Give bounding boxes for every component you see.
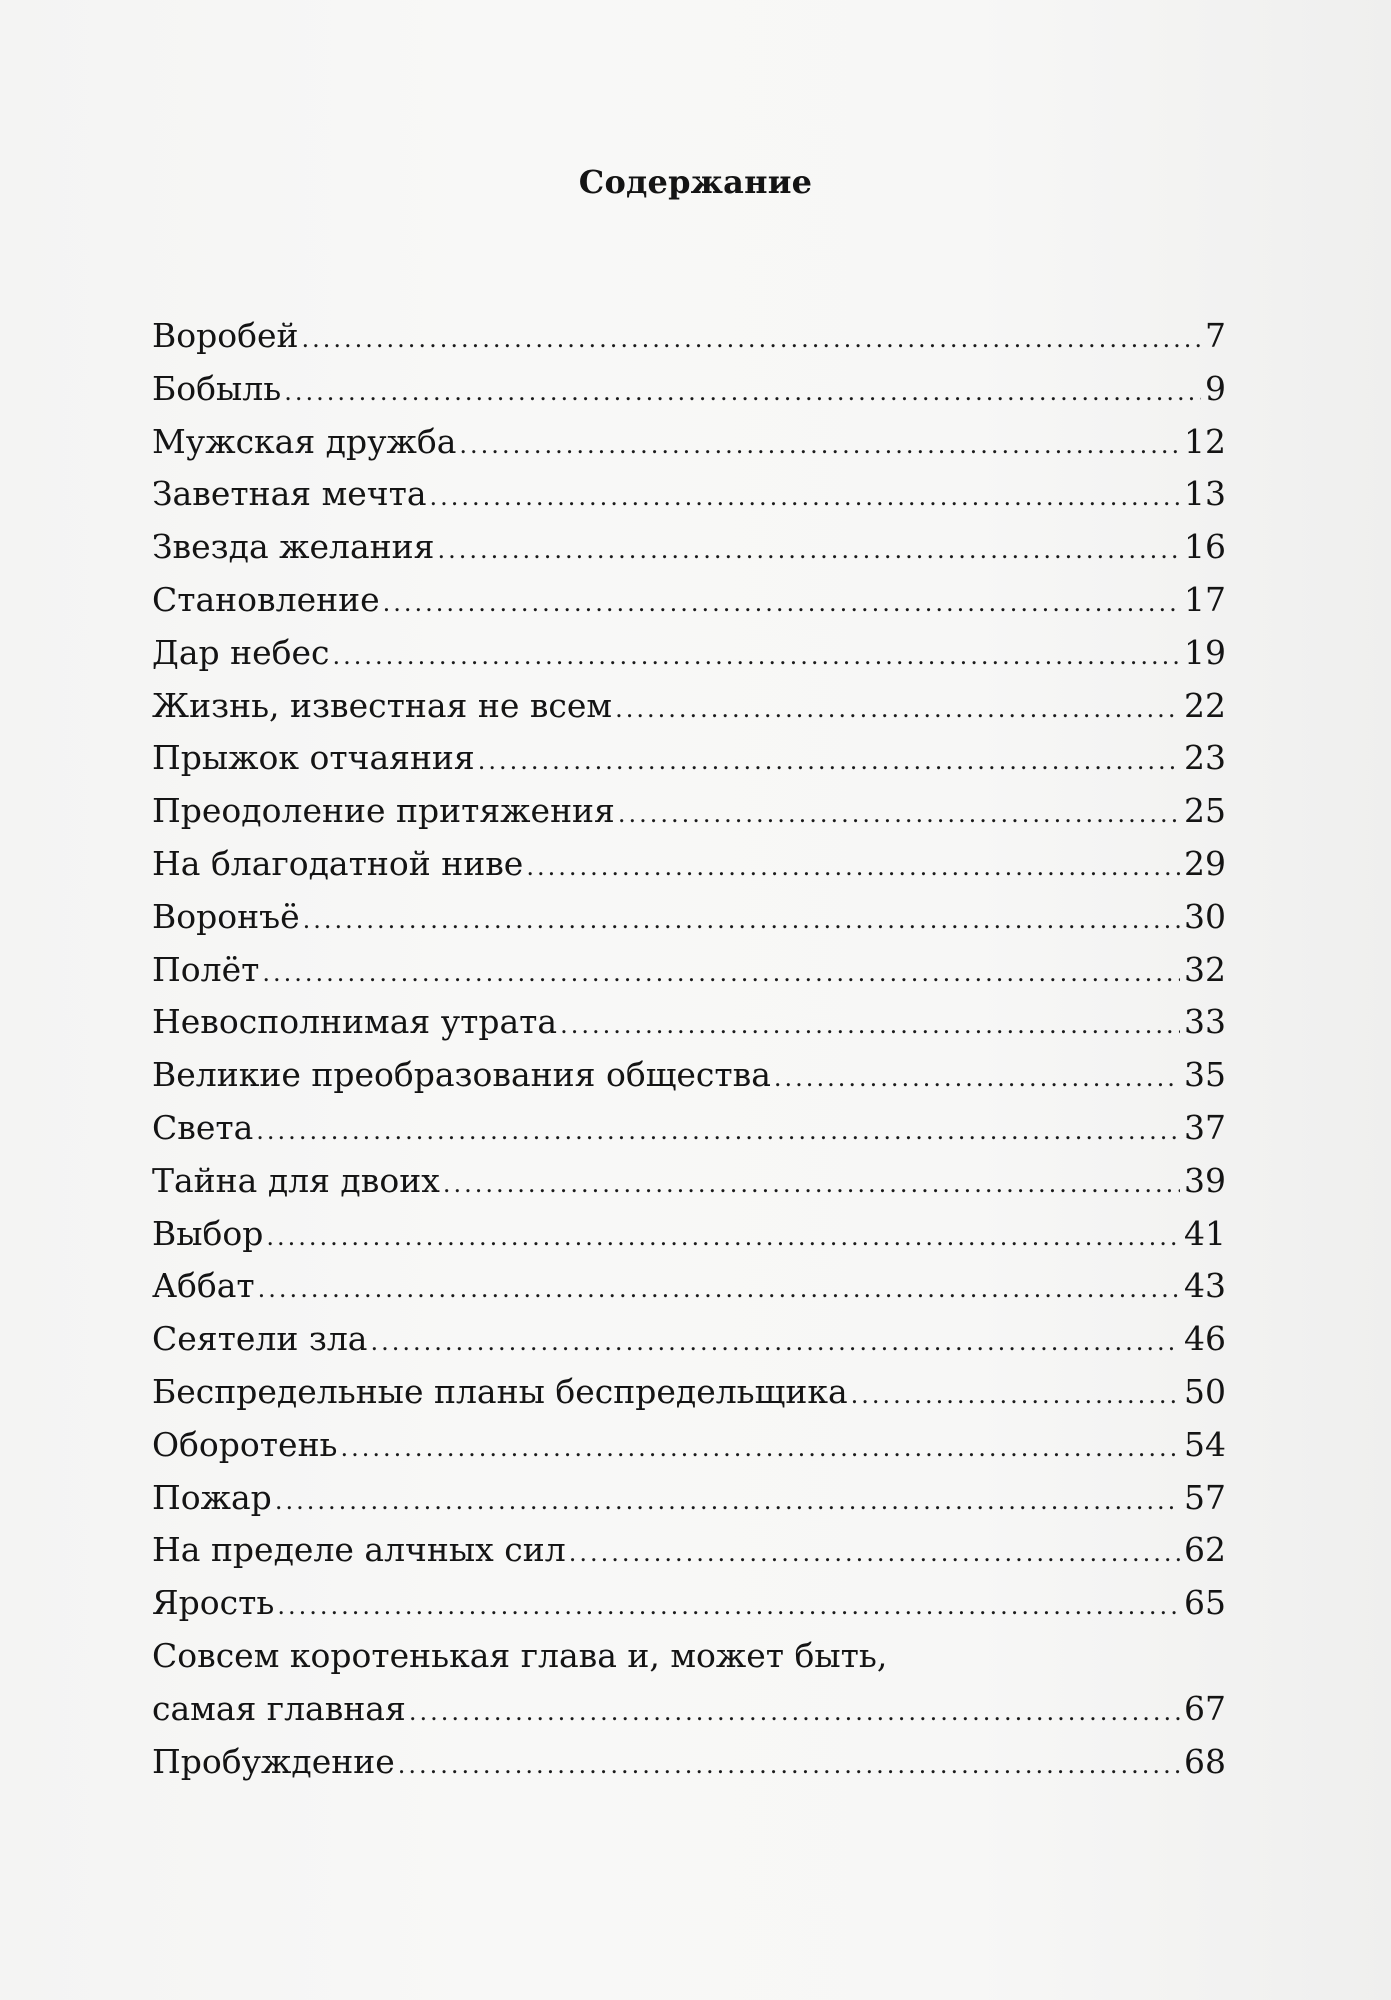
- toc-entry-title: Невосполнимая утрата: [152, 1002, 558, 1042]
- toc-entry-page: 37: [1184, 1107, 1226, 1147]
- toc-entry: [152, 785, 1226, 838]
- toc-entry-page: 57: [1184, 1477, 1226, 1517]
- toc-entry-title: Выбор: [152, 1213, 264, 1253]
- dot-leader: [266, 1211, 1180, 1264]
- toc-entry-page: 19: [1184, 632, 1226, 672]
- toc-entry-title: Ярость: [152, 1583, 275, 1623]
- toc-entry-page: 33: [1184, 1002, 1226, 1042]
- toc-entry: [152, 996, 1226, 1049]
- toc-entry-page: 39: [1184, 1160, 1226, 1200]
- toc-entry-page: 16: [1184, 527, 1226, 567]
- toc-entry-title: Дар небес: [152, 632, 330, 672]
- dot-leader: [383, 577, 1180, 630]
- toc-entry-page: 65: [1184, 1583, 1226, 1623]
- toc-entry-title: Звезда желания: [152, 527, 435, 567]
- toc-entry: [152, 944, 1226, 997]
- toc-entry: [152, 1524, 1226, 1577]
- toc-entry-title: Полёт: [152, 949, 260, 989]
- toc-entry-page: 35: [1184, 1055, 1226, 1095]
- toc-entry-title: Преодоление притяжения: [152, 791, 615, 831]
- toc-entry: [152, 1313, 1226, 1366]
- toc-entry: [152, 521, 1226, 574]
- toc-entry-page: 22: [1184, 685, 1226, 725]
- dot-leader: [437, 524, 1180, 577]
- dot-leader: [560, 999, 1180, 1052]
- toc-entry: [152, 1366, 1226, 1419]
- toc-entry-page: 46: [1184, 1319, 1226, 1359]
- toc-entry-title: Бобыль: [152, 368, 282, 408]
- toc-entry-title: Пробуждение: [152, 1741, 395, 1781]
- toc-entry: [152, 1208, 1226, 1261]
- dot-leader: [341, 1422, 1180, 1475]
- toc-entry: [152, 732, 1226, 785]
- dot-leader: [615, 683, 1180, 736]
- toc-entry: [152, 627, 1226, 680]
- dot-leader: [258, 1263, 1180, 1316]
- toc-entry-title: На пределе алчных сил: [152, 1530, 566, 1570]
- toc-entry-title: Воронъё: [152, 896, 300, 936]
- toc-entry-page: 41: [1184, 1213, 1226, 1253]
- dot-leader: [430, 471, 1180, 524]
- toc-entry: [152, 1472, 1226, 1525]
- toc-entry-title: Становление: [152, 579, 380, 619]
- dot-leader: [459, 419, 1180, 472]
- toc-entry: [152, 574, 1226, 627]
- toc-entry-title: Аббат: [152, 1266, 255, 1306]
- toc-entry-page: 30: [1184, 896, 1226, 936]
- dot-leader: [275, 1475, 1180, 1528]
- toc-entry-page: 29: [1184, 843, 1226, 883]
- dot-leader: [256, 1105, 1180, 1158]
- toc-entry: [152, 1155, 1226, 1208]
- toc-entry-title-line2: самая главная: [152, 1688, 406, 1728]
- toc-entry-title: Пожар: [152, 1477, 272, 1517]
- toc-entry: [152, 363, 1226, 416]
- toc-entry-page: 62: [1184, 1530, 1226, 1570]
- dot-leader: [478, 735, 1180, 788]
- dot-leader: [526, 841, 1180, 894]
- toc-entry-title: Заветная мечта: [152, 474, 427, 514]
- toc-entry-title-line1: Совсем коротенькая глава и, может быть,: [152, 1635, 888, 1675]
- toc-entry-title: Беспредельные планы беспредельщика: [152, 1371, 848, 1411]
- toc-entry-page: 43: [1184, 1266, 1226, 1306]
- toc-entry: [152, 838, 1226, 891]
- toc-entry-page: 32: [1184, 949, 1226, 989]
- toc-entry: [152, 1630, 1226, 1736]
- toc-entry-page: 9: [1205, 368, 1226, 408]
- toc-entry-title: Сеятели зла: [152, 1319, 368, 1359]
- toc-entry-page: 7: [1205, 316, 1226, 355]
- toc-entry-page: 23: [1184, 738, 1226, 778]
- toc-entry: [152, 1102, 1226, 1155]
- toc-entry-line: [152, 1630, 1226, 1683]
- dot-leader: [333, 630, 1180, 683]
- toc-entry-title: Тайна для двоих: [152, 1160, 440, 1200]
- toc-entry-title: Света: [152, 1107, 254, 1147]
- toc-entry-page: 17: [1184, 579, 1226, 619]
- toc-entry: [152, 1577, 1226, 1630]
- toc-entry-page: 13: [1184, 474, 1226, 514]
- toc-entry-line: [152, 1683, 1226, 1736]
- dot-leader: [618, 788, 1180, 841]
- toc-entry: [152, 310, 1226, 363]
- toc-entry: [152, 468, 1226, 521]
- toc-entry-title: На благодатной ниве: [152, 843, 524, 883]
- toc-entry: [152, 1260, 1226, 1313]
- dot-leader: [284, 366, 1201, 419]
- toc-entry-page: 68: [1184, 1741, 1226, 1781]
- dot-leader: [443, 1158, 1180, 1211]
- dot-leader: [303, 894, 1180, 947]
- toc-entry-title: Оборотень: [152, 1424, 338, 1464]
- dot-leader: [302, 313, 1201, 366]
- toc-entry-page: 50: [1184, 1371, 1226, 1411]
- toc-entry-title: Воробей: [152, 316, 299, 355]
- dot-leader: [774, 1052, 1180, 1105]
- dot-leader: [370, 1316, 1180, 1369]
- toc-entry-page: 12: [1184, 421, 1226, 461]
- dot-leader: [409, 1686, 1180, 1739]
- toc-entry: [152, 680, 1226, 733]
- page-title: Содержание: [578, 163, 813, 201]
- dot-leader: [262, 947, 1180, 1000]
- toc-entry: [152, 1736, 1226, 1789]
- toc-entry: [152, 416, 1226, 469]
- toc-entry: [152, 891, 1226, 944]
- toc-entry-title: Великие преобразования общества: [152, 1055, 771, 1095]
- dot-leader: [398, 1739, 1180, 1792]
- toc-entry: [152, 1419, 1226, 1472]
- toc-list: [152, 310, 1226, 1788]
- toc-entry-page: 25: [1184, 791, 1226, 831]
- dot-leader: [277, 1580, 1180, 1633]
- toc-entry-page: 54: [1184, 1424, 1226, 1464]
- toc-entry-title: Жизнь, известная не всем: [152, 685, 613, 725]
- toc-entry-title: Прыжок отчаяния: [152, 738, 475, 778]
- dot-leader: [851, 1369, 1180, 1422]
- toc-entry-title: Мужская дружба: [152, 421, 457, 461]
- toc-entry-page: 67: [1184, 1688, 1226, 1728]
- toc-entry: [152, 1049, 1226, 1102]
- dot-leader: [569, 1527, 1180, 1580]
